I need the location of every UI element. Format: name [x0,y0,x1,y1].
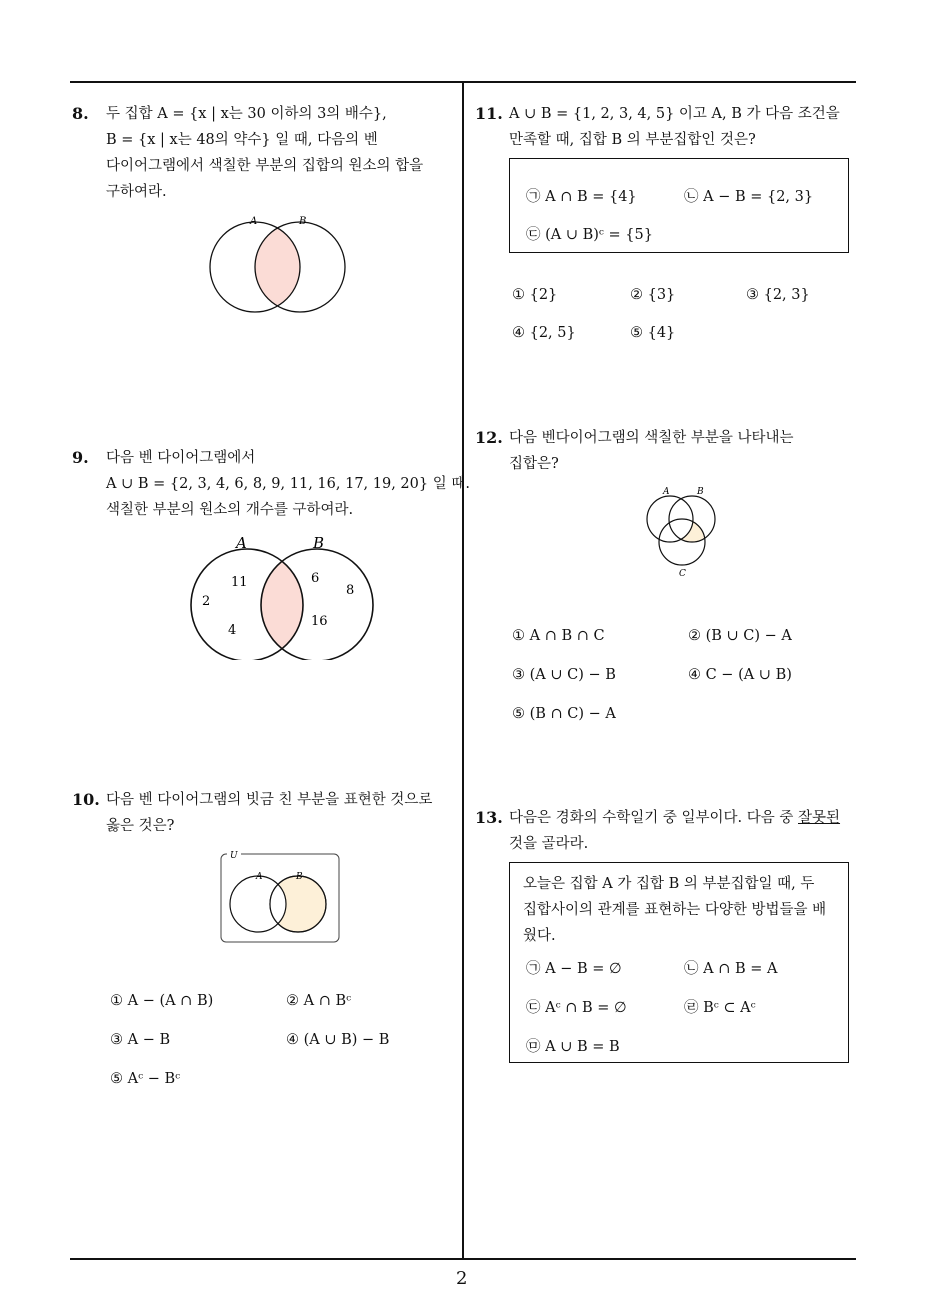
question-text-line: 다음 벤다이어그램의 색칠한 부분을 나타내는 [509,430,794,446]
question-text-line: 두 집합 A = {x | x는 30 이하의 3의 배수}, [106,106,387,122]
label-a: A [663,487,670,497]
question-text-line: A ∪ B = {2, 3, 4, 6, 8, 9, 11, 16, 17, 19, 20} 일 때. [106,476,470,492]
label-b: B [697,487,704,497]
answer-option[interactable]: ③ (A ∪ C) − B [512,667,616,683]
diary-item[interactable]: ㉢ Aᶜ ∩ B = ∅ [526,1000,627,1016]
question-text-line [509,808,840,828]
question-text-line: 색칠한 부분의 원소의 개수를 구하여라. [106,502,354,518]
diary-item[interactable]: ㉣ Bᶜ ⊂ Aᶜ [684,1000,756,1016]
element: 4 [228,623,237,638]
answer-option[interactable]: ② {3} [630,287,676,303]
question-text: 다음은 경화의 수학일기 중 일부이다. 다음 중 [509,810,798,826]
question-text-line: 구하여라. [106,184,167,200]
question-text-line: 다이어그램에서 색칠한 부분의 집합의 원소의 합을 [106,158,424,174]
question-text-line: 것을 골라라. [509,836,589,852]
label-a: A [256,872,263,882]
condition-item: ㉡ A − B = {2, 3} [684,189,814,205]
answer-option[interactable]: ④ {2, 5} [512,325,576,341]
venn-diagram-three-sets [635,483,730,578]
element: 11 [231,575,248,590]
label-b: B [313,534,325,552]
answer-option[interactable]: ② (B ∪ C) − A [688,628,792,644]
question-number: 8. [72,104,89,123]
answer-option[interactable]: ③ {2, 3} [746,287,810,303]
question-text-line: 만족할 때, 집합 B 의 부분집합인 것은? [509,132,756,148]
diary-text-line: 웠다. [523,928,556,944]
answer-option[interactable]: ② A ∩ Bᶜ [286,993,352,1009]
diary-text-line: 집합사이의 관계를 표현하는 다양한 방법들을 배 [523,902,827,918]
condition-item: ㉢ (A ∪ B)ᶜ = {5} [526,227,653,243]
element: 2 [202,594,211,609]
answer-option[interactable]: ⑤ Aᶜ − Bᶜ [110,1071,181,1087]
venn-diagram [205,212,355,317]
question-number: 9. [72,448,89,467]
answer-option[interactable]: ① {2} [512,287,558,303]
question-number: 12. [475,428,503,447]
label-c: C [679,569,686,578]
condition-item: ㉠ A ∩ B = {4} [526,189,637,205]
page-number: 2 [456,1268,468,1289]
diary-item[interactable]: ㉤ A ∪ B = B [526,1039,620,1055]
element: 16 [311,614,328,629]
answer-option[interactable]: ④ (A ∪ B) − B [286,1032,390,1048]
question-number: 10. [72,790,100,809]
venn-diagram [218,848,344,948]
question-text-line: A ∪ B = {1, 2, 3, 4, 5} 이고 A, B 가 다음 조건을 [509,106,840,122]
question-number: 13. [475,808,503,827]
answer-option[interactable]: ⑤ {4} [630,325,676,341]
diary-item[interactable]: ㉡ A ∩ B = A [684,961,778,977]
answer-option[interactable]: ⑤ (B ∩ C) − A [512,706,616,722]
label-b: B [299,216,307,227]
label-a: A [250,216,258,227]
underlined-word: 잘못된 [798,810,841,826]
question-text-line: 다음 벤 다이어그램의 빗금 친 부분을 표현한 것으로 [106,792,433,808]
question-text-line: 집합은? [509,456,559,472]
element: 6 [311,571,320,586]
question-text-line: 옳은 것은? [106,818,175,834]
element: 8 [346,583,355,598]
answer-option[interactable]: ① A − (A ∩ B) [110,993,214,1009]
question-text-line: 다음 벤 다이어그램에서 [106,450,256,466]
diary-item[interactable]: ㉠ A − B = ∅ [526,961,622,977]
answer-option[interactable]: ③ A − B [110,1032,171,1048]
diary-text-line: 오늘은 집합 A 가 집합 B 의 부분집합일 때, 두 [523,876,815,892]
venn-diagram [180,530,385,660]
label-u: U [230,851,238,861]
column-divider [462,81,464,1259]
answer-option[interactable]: ④ C − (A ∪ B) [688,667,792,683]
label-b: B [296,872,303,882]
answer-option[interactable]: ① A ∩ B ∩ C [512,628,605,644]
question-number: 11. [475,104,503,123]
question-text-line: B = {x | x는 48의 약수} 일 때, 다음의 벤 [106,132,378,148]
label-a: A [236,534,247,552]
